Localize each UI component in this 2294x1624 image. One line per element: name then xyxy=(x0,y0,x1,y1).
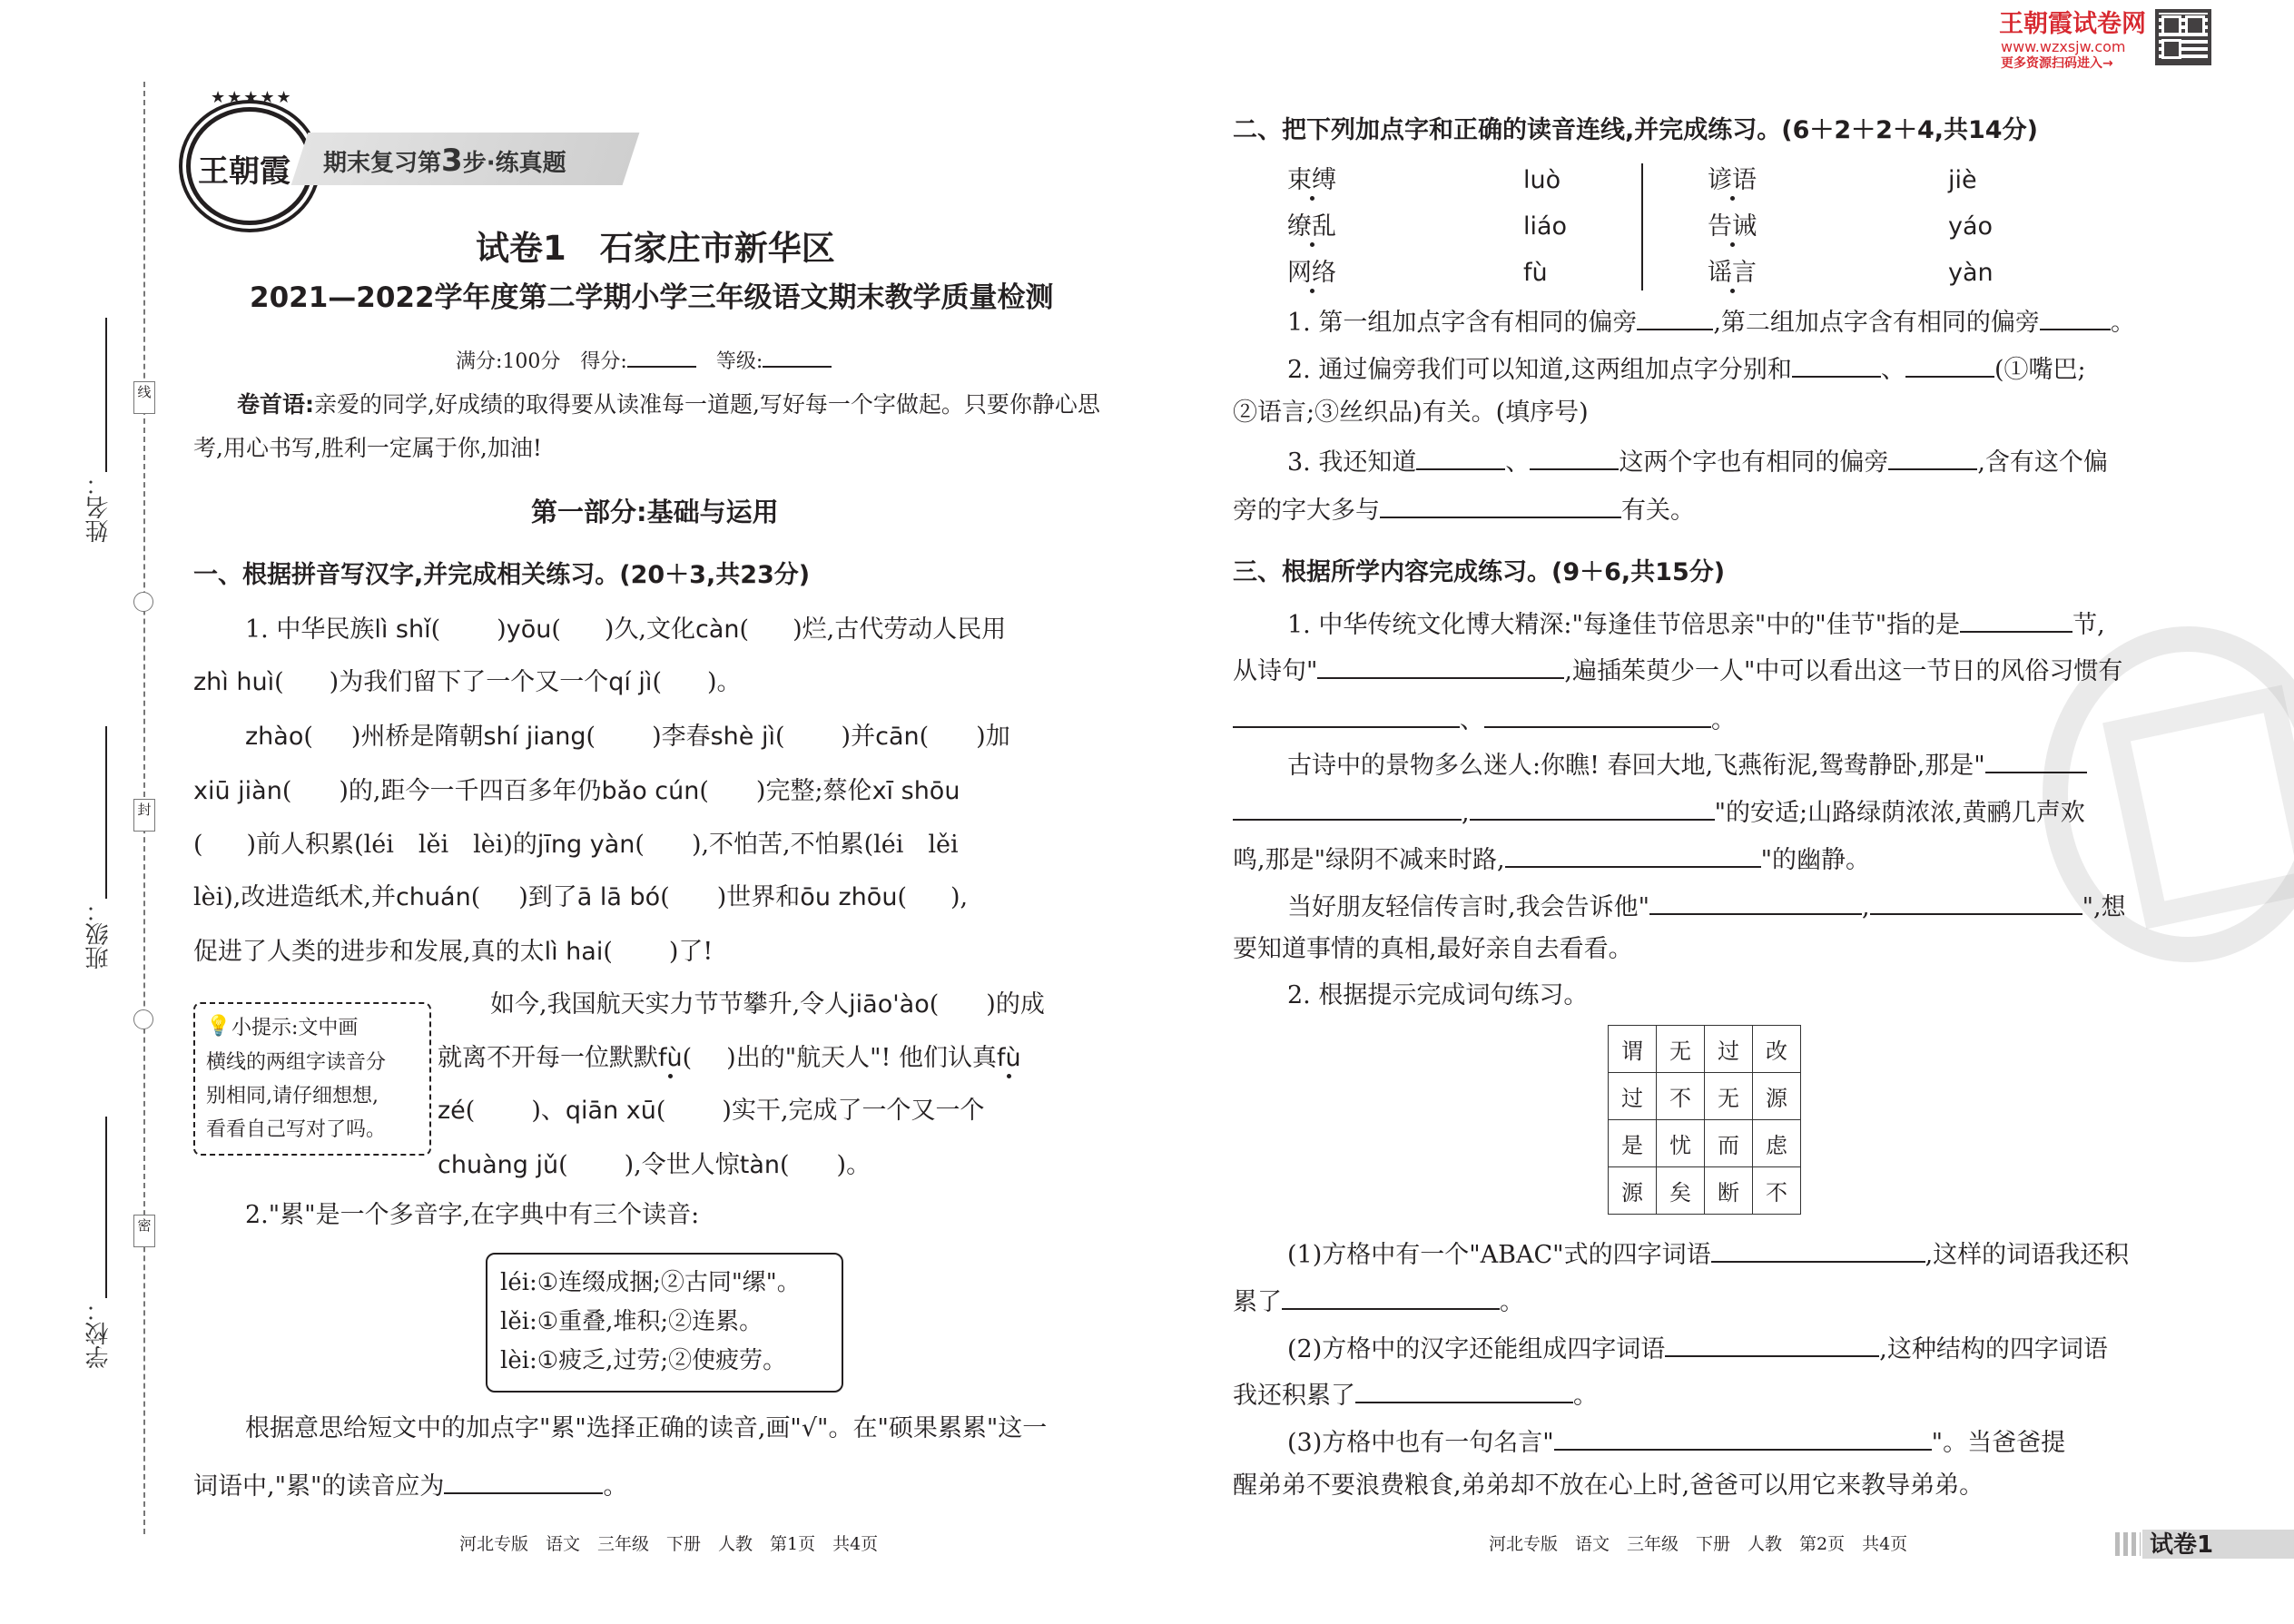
binding-circle-2 xyxy=(133,1009,153,1029)
grid-row xyxy=(1609,1120,1801,1167)
q1-sub2: 2."累"是一个多音字,在字典中有三个读音: xyxy=(245,1201,700,1229)
blank[interactable] xyxy=(1711,1239,1925,1263)
blank[interactable] xyxy=(1649,891,1862,915)
class-label: 班级： xyxy=(85,899,113,969)
brand-logo xyxy=(186,88,313,225)
blank[interactable] xyxy=(1416,447,1505,470)
left-word-2: 缭乱 xyxy=(1287,212,1336,241)
q1-p2-line4: lèi),改进造纸术,并chuán( )到了ā lā bó( )世界和ōu zhōu( ), xyxy=(193,883,969,911)
q1-p3-line3: zé( )、qiān xū( )实干,完成了一个又一个 xyxy=(438,1097,985,1125)
logo-text: 王朝霞 xyxy=(198,153,290,190)
grid-row xyxy=(1609,1026,1801,1073)
grid-cell: 不 xyxy=(1657,1073,1705,1120)
reading-lei4: lèi:①疲乏,过劳;②使疲劳。 xyxy=(500,1347,787,1374)
q1-p3-line4: chuàng jǔ( ),令世人惊tàn( )。 xyxy=(438,1151,871,1179)
footer-left: 河北专版 语文 三年级 下册 人教 第1页 共4页 xyxy=(459,1534,879,1554)
lightbulb-icon: 💡 xyxy=(206,1015,231,1038)
grid-cell: 过 xyxy=(1705,1026,1753,1073)
left-pinyin-1[interactable]: luò xyxy=(1523,166,1561,194)
blank[interactable] xyxy=(1505,844,1761,868)
blank[interactable] xyxy=(1355,1380,1573,1403)
site-url: www.wzxsjw.com xyxy=(2001,38,2126,55)
grid-cell: 矣 xyxy=(1657,1167,1705,1215)
score-line xyxy=(456,349,832,372)
q3-l6: 鸣,那是"绿阴不减来时路, "的幽静。 xyxy=(1233,846,1871,874)
tip-box xyxy=(193,1002,431,1156)
q3-l5: , "的安适;山路绿荫浓浓,黄鹂几声欢 xyxy=(1233,797,2085,825)
grid-cell: 忧 xyxy=(1657,1120,1705,1167)
grid-row xyxy=(1609,1167,1801,1215)
footer-badge: 试卷1 xyxy=(2150,1531,2214,1559)
name-label: 姓名： xyxy=(85,472,113,543)
qr-code-icon[interactable] xyxy=(2155,9,2211,65)
q3-l8: 要知道事情的真相,最好亲自去看看。 xyxy=(1233,935,1633,963)
binding-mark-feng: 封 xyxy=(133,799,155,832)
tip-line-1: 小提示:文中画 xyxy=(231,1017,359,1039)
blank[interactable] xyxy=(1470,797,1715,821)
q1-p2-line5: 促进了人类的进步和发展,真的太lì hai( )了! xyxy=(193,938,714,966)
q1-p1-line1: 1. 中华民族lì shǐ( )yōu( )久,文化càn( )烂,古代劳动人民用 xyxy=(245,615,1007,644)
grid-cell: 而 xyxy=(1705,1120,1753,1167)
q2-s2: 2. 通过偏旁我们可以知道,这两组加点字分别和 、 (①嘴巴; xyxy=(1287,356,2086,384)
score-label: 满分:100分 得分: xyxy=(456,350,627,373)
grid-cell: 虑 xyxy=(1753,1120,1801,1167)
q3-l3: 、 。 xyxy=(1233,704,1736,733)
blank[interactable] xyxy=(1792,354,1881,378)
tip-line-2: 横线的两组字读音分 xyxy=(206,1051,387,1074)
right-pinyin-2[interactable]: yáo xyxy=(1948,212,1994,241)
grade-blank[interactable] xyxy=(763,349,832,368)
q3-g3b: 醒弟弟不要浪费粮食,弟弟却不放在心上时,爸爸可以用它来教导弟弟。 xyxy=(1233,1471,1984,1500)
right-word-3: 谣言 xyxy=(1708,259,1757,287)
grid-cell: 无 xyxy=(1705,1073,1753,1120)
reading-answer-blank[interactable] xyxy=(444,1471,603,1494)
grid-cell: 源 xyxy=(1609,1167,1657,1215)
blank[interactable] xyxy=(1960,609,2072,633)
q3-l9: 2. 根据提示完成词句练习。 xyxy=(1287,981,1589,1009)
q3-g2: (2)方格中的汉字还能组成四字词语 ,这种结构的四字词语 xyxy=(1287,1335,2108,1363)
blank[interactable] xyxy=(1233,797,1462,821)
q2-divider xyxy=(1641,163,1643,290)
site-tip: 更多资源扫码进入→ xyxy=(2001,56,2113,71)
q3-l4: 古诗中的景物多么迷人:你瞧! 春回大地,飞燕衔泥,鸳鸯静卧,那是" xyxy=(1287,750,2087,778)
blank[interactable] xyxy=(1317,655,1564,679)
grid-cell: 谓 xyxy=(1609,1026,1657,1073)
blank[interactable] xyxy=(1637,307,1713,330)
left-pinyin-2[interactable]: liáo xyxy=(1523,212,1568,241)
class-field[interactable] xyxy=(82,899,149,969)
exam-subtitle: 2021—2022学年度第二学期小学三年级语文期末教学质量检测 xyxy=(250,281,1054,314)
intro-line-2: 考,用心书写,胜利一定属于你,加油! xyxy=(193,435,542,461)
school-underline[interactable] xyxy=(105,1117,107,1298)
blank[interactable] xyxy=(1870,891,2082,915)
grid-cell: 改 xyxy=(1753,1026,1801,1073)
school-label: 学校： xyxy=(85,1298,113,1369)
blank[interactable] xyxy=(1380,495,1621,518)
character-grid xyxy=(1608,1025,1801,1215)
intro-line-1: 卷首语:亲爱的同学,好成绩的取得要从读准每一道题,写好每一个字做起。只要你静心思 xyxy=(237,391,1100,418)
q1-title: 一、根据拼音写汉字,并完成相关练习。(20＋3,共23分) xyxy=(193,561,811,589)
q3-g1: (1)方格中有一个"ABAC"式的四字词语 ,这样的词语我还积 xyxy=(1287,1241,2130,1269)
binding-mark-mi: 密 xyxy=(133,1215,155,1247)
grid-cell: 源 xyxy=(1753,1073,1801,1120)
blank[interactable] xyxy=(1905,354,1994,378)
tip-line-3: 别相同,请仔细想想, xyxy=(206,1085,379,1107)
right-pinyin-1[interactable]: jiè xyxy=(1948,166,1977,194)
blank[interactable] xyxy=(1484,704,1711,728)
grid-cell: 是 xyxy=(1609,1120,1657,1167)
blank[interactable] xyxy=(1888,447,1977,470)
q3-l7: 当好朋友轻信传言时,我会告诉他" , ",想 xyxy=(1287,893,2126,921)
left-pinyin-3[interactable]: fù xyxy=(1523,259,1548,287)
q2-s1: 1. 第一组加点字含有相同的偏旁 ,第二组加点字含有相同的偏旁 。 xyxy=(1287,309,2135,337)
left-word-1: 束缚 xyxy=(1287,166,1336,194)
q3-g2b: 我还积累了 。 xyxy=(1233,1382,1598,1410)
q1-p3-line1: 如今,我国航天实力节节攀升,令人jiāo'ào( )的成 xyxy=(490,990,1045,1019)
reading-lei3: lěi:①重叠,堆积;②连累。 xyxy=(500,1308,763,1335)
part1-title: 第一部分:基础与运用 xyxy=(531,497,779,527)
footer-badge-stripes xyxy=(2115,1532,2141,1556)
blank[interactable] xyxy=(1530,447,1619,470)
grade-label: 等级: xyxy=(715,350,763,373)
binding-circle-1 xyxy=(133,592,153,612)
grid-row xyxy=(1609,1073,1801,1120)
tip-line-4: 看看自己写对了吗。 xyxy=(206,1118,387,1141)
blank[interactable] xyxy=(1665,1334,1879,1357)
q2-s3b: 旁的字大多与 有关。 xyxy=(1233,497,1695,525)
blank[interactable] xyxy=(1554,1427,1743,1451)
name-underline[interactable] xyxy=(105,318,107,472)
header-banner-text: 期末复习第3步·练真题 xyxy=(323,143,566,179)
grid-cell: 不 xyxy=(1753,1167,1801,1215)
site-name: 王朝霞试卷网 xyxy=(1999,10,2146,38)
q1-p1-line2: zhì huì( )为我们留下了一个又一个qí jì( )。 xyxy=(193,668,742,696)
q3-g1b: 累了 。 xyxy=(1233,1288,1524,1316)
score-blank[interactable] xyxy=(627,349,696,368)
q2-s2b: ②语言;③丝织品)有关。(填序号) xyxy=(1233,399,1589,427)
reading-lei2: léi:①连缀成捆;②古同"缧"。 xyxy=(500,1269,801,1296)
grid-cell: 断 xyxy=(1705,1167,1753,1215)
footer-right: 河北专版 语文 三年级 下册 人教 第2页 共4页 xyxy=(1489,1534,1908,1554)
q3-l1: 1. 中华传统文化博大精深:"每逢佳节倍思亲"中的"佳节"指的是 节, xyxy=(1287,611,2105,639)
q1-p2-line3: ( )前人积累(léi lěi lèi)的jīng yàn( ),不怕苦,不怕累(léi lěi xyxy=(193,831,959,859)
right-word-1: 谚语 xyxy=(1708,166,1757,194)
blank[interactable] xyxy=(1743,1427,1932,1451)
dictionary-box xyxy=(486,1253,843,1393)
q3-l2: 从诗句" ,遍插茱萸少一人"中可以看出这一节日的风俗习惯有 xyxy=(1233,657,2123,685)
logo-stars: ★★★★★ xyxy=(211,88,293,107)
q3-title: 三、根据所学内容完成练习。(9＋6,共15分) xyxy=(1233,558,1726,586)
right-pinyin-3[interactable]: yàn xyxy=(1948,259,1994,287)
blank[interactable] xyxy=(1233,704,1460,728)
class-underline[interactable] xyxy=(105,726,107,899)
q1-p2-line2: xiū jiàn( )的,距今一千四百多年仍bǎo cún( )完整;蔡伦xī shōu xyxy=(193,777,960,805)
q1-p3-line2: 就离不开每一位默默fù( )出的"航天人"! 他们认真fù xyxy=(438,1044,1021,1072)
q1-after-box-1: 根据意思给短文中的加点字"累"选择正确的读音,画"√"。在"硕果累累"这一 xyxy=(245,1414,1048,1442)
name-field[interactable] xyxy=(82,472,149,543)
q3-g3: (3)方格中也有一句名言" "。当爸爸提 xyxy=(1287,1429,2066,1457)
q1-after-box-2: 词语中,"累"的读音应为 。 xyxy=(193,1472,628,1501)
right-word-2: 告诫 xyxy=(1708,212,1757,241)
q2-title: 二、把下列加点字和正确的读音连线,并完成练习。(6＋2＋2＋4,共14分) xyxy=(1233,116,2038,144)
school-field[interactable] xyxy=(82,1298,149,1369)
blank[interactable] xyxy=(1985,750,2087,773)
blank[interactable] xyxy=(1282,1286,1500,1310)
q1-p2-line1: zhào( )州桥是隋朝shí jiang( )李春shè jì( )并cān( )加 xyxy=(245,723,1010,751)
binding-mark-xian: 线 xyxy=(133,381,155,414)
blank[interactable] xyxy=(2040,307,2111,330)
q2-s3: 3. 我还知道 、 这两个字也有相同的偏旁 ,含有这个偏 xyxy=(1287,448,2108,477)
left-word-3: 网络 xyxy=(1287,259,1336,287)
exam-title: 试卷1 石家庄市新华区 xyxy=(476,229,835,268)
grid-cell: 无 xyxy=(1657,1026,1705,1073)
grid-cell: 过 xyxy=(1609,1073,1657,1120)
